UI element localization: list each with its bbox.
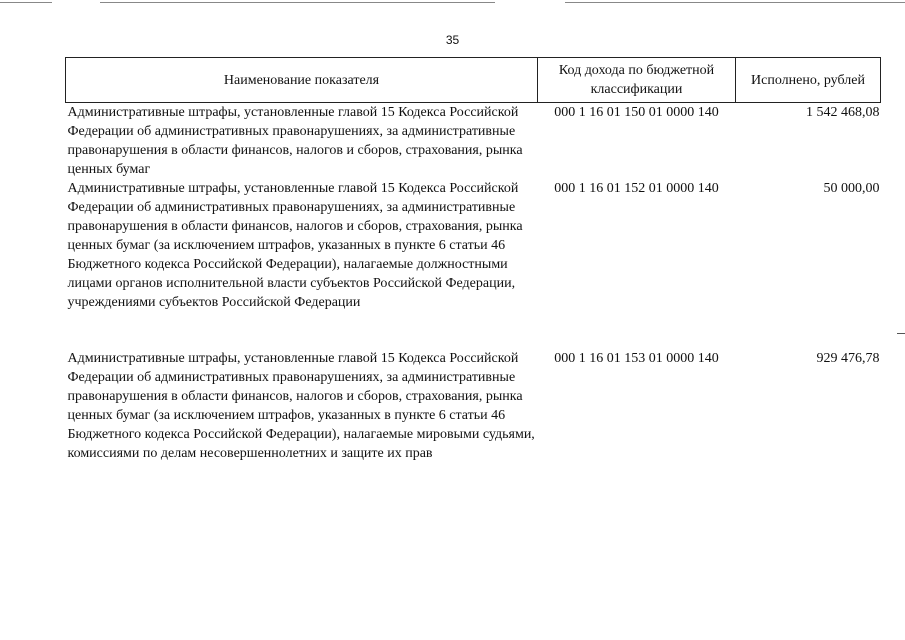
indicator-name: Административные штрафы, установленные главой 15 Кодекса Российской Федерации об административных правонарушениях, за административные правонарушения в области финансов, налогов и сборов, страхования, рынка ценных бумаг (за исключением штрафов, указанных в пункте 6 статьи 46 Бюджетного кодекса Российской Федерации), налагаемые должностными лицами органов исполнительной власти субъектов Российской Федерации, учреждениями субъектов Российской Федерации	[67, 181, 523, 310]
header-income-code: Код дохода по бюджетной классификации	[538, 58, 736, 103]
indicator-name: Административные штрафы, установленные главой 15 Кодекса Российской Федерации об административных правонарушениях, за административные правонарушения в области финансов, налогов и сборов, страхования, рынка ценных бумаг (за исключением штрафов, указанных в пункте 6 статьи 46 Бюджетного кодекса Российской Федерации), налагаемые мировыми судьями, комиссиями по делам несовершеннолетних и защите их прав	[67, 351, 535, 461]
indicator-name: Административные штрафы, установленные главой 15 Кодекса Российской Федерации об административных правонарушениях, за административные правонарушения в области финансов, налогов и сборов, страхования, рынка ценных бумаг	[67, 105, 523, 177]
income-code: 000 1 16 01 150 01 0000 140	[554, 105, 719, 120]
page-number: 35	[445, 33, 460, 47]
header-indicator-name: Наименование показателя	[66, 58, 538, 103]
scan-artifact-line	[565, 2, 905, 3]
table-row	[66, 349, 881, 479]
income-code: 000 1 16 01 152 01 0000 140	[554, 181, 719, 196]
executed-amount: 929 476,78	[816, 351, 880, 366]
header-executed-amount: Исполнено, рублей	[736, 58, 881, 103]
table-header-row	[66, 58, 881, 103]
margin-mark	[897, 333, 905, 334]
executed-amount: 50 000,00	[823, 181, 880, 196]
revenue-table	[65, 57, 881, 479]
scan-artifact-line	[100, 2, 495, 3]
table-row	[66, 103, 881, 180]
income-code: 000 1 16 01 153 01 0000 140	[554, 351, 719, 366]
table-row	[66, 179, 881, 349]
executed-amount: 1 542 468,08	[806, 105, 880, 120]
scan-artifact-line	[0, 2, 52, 3]
